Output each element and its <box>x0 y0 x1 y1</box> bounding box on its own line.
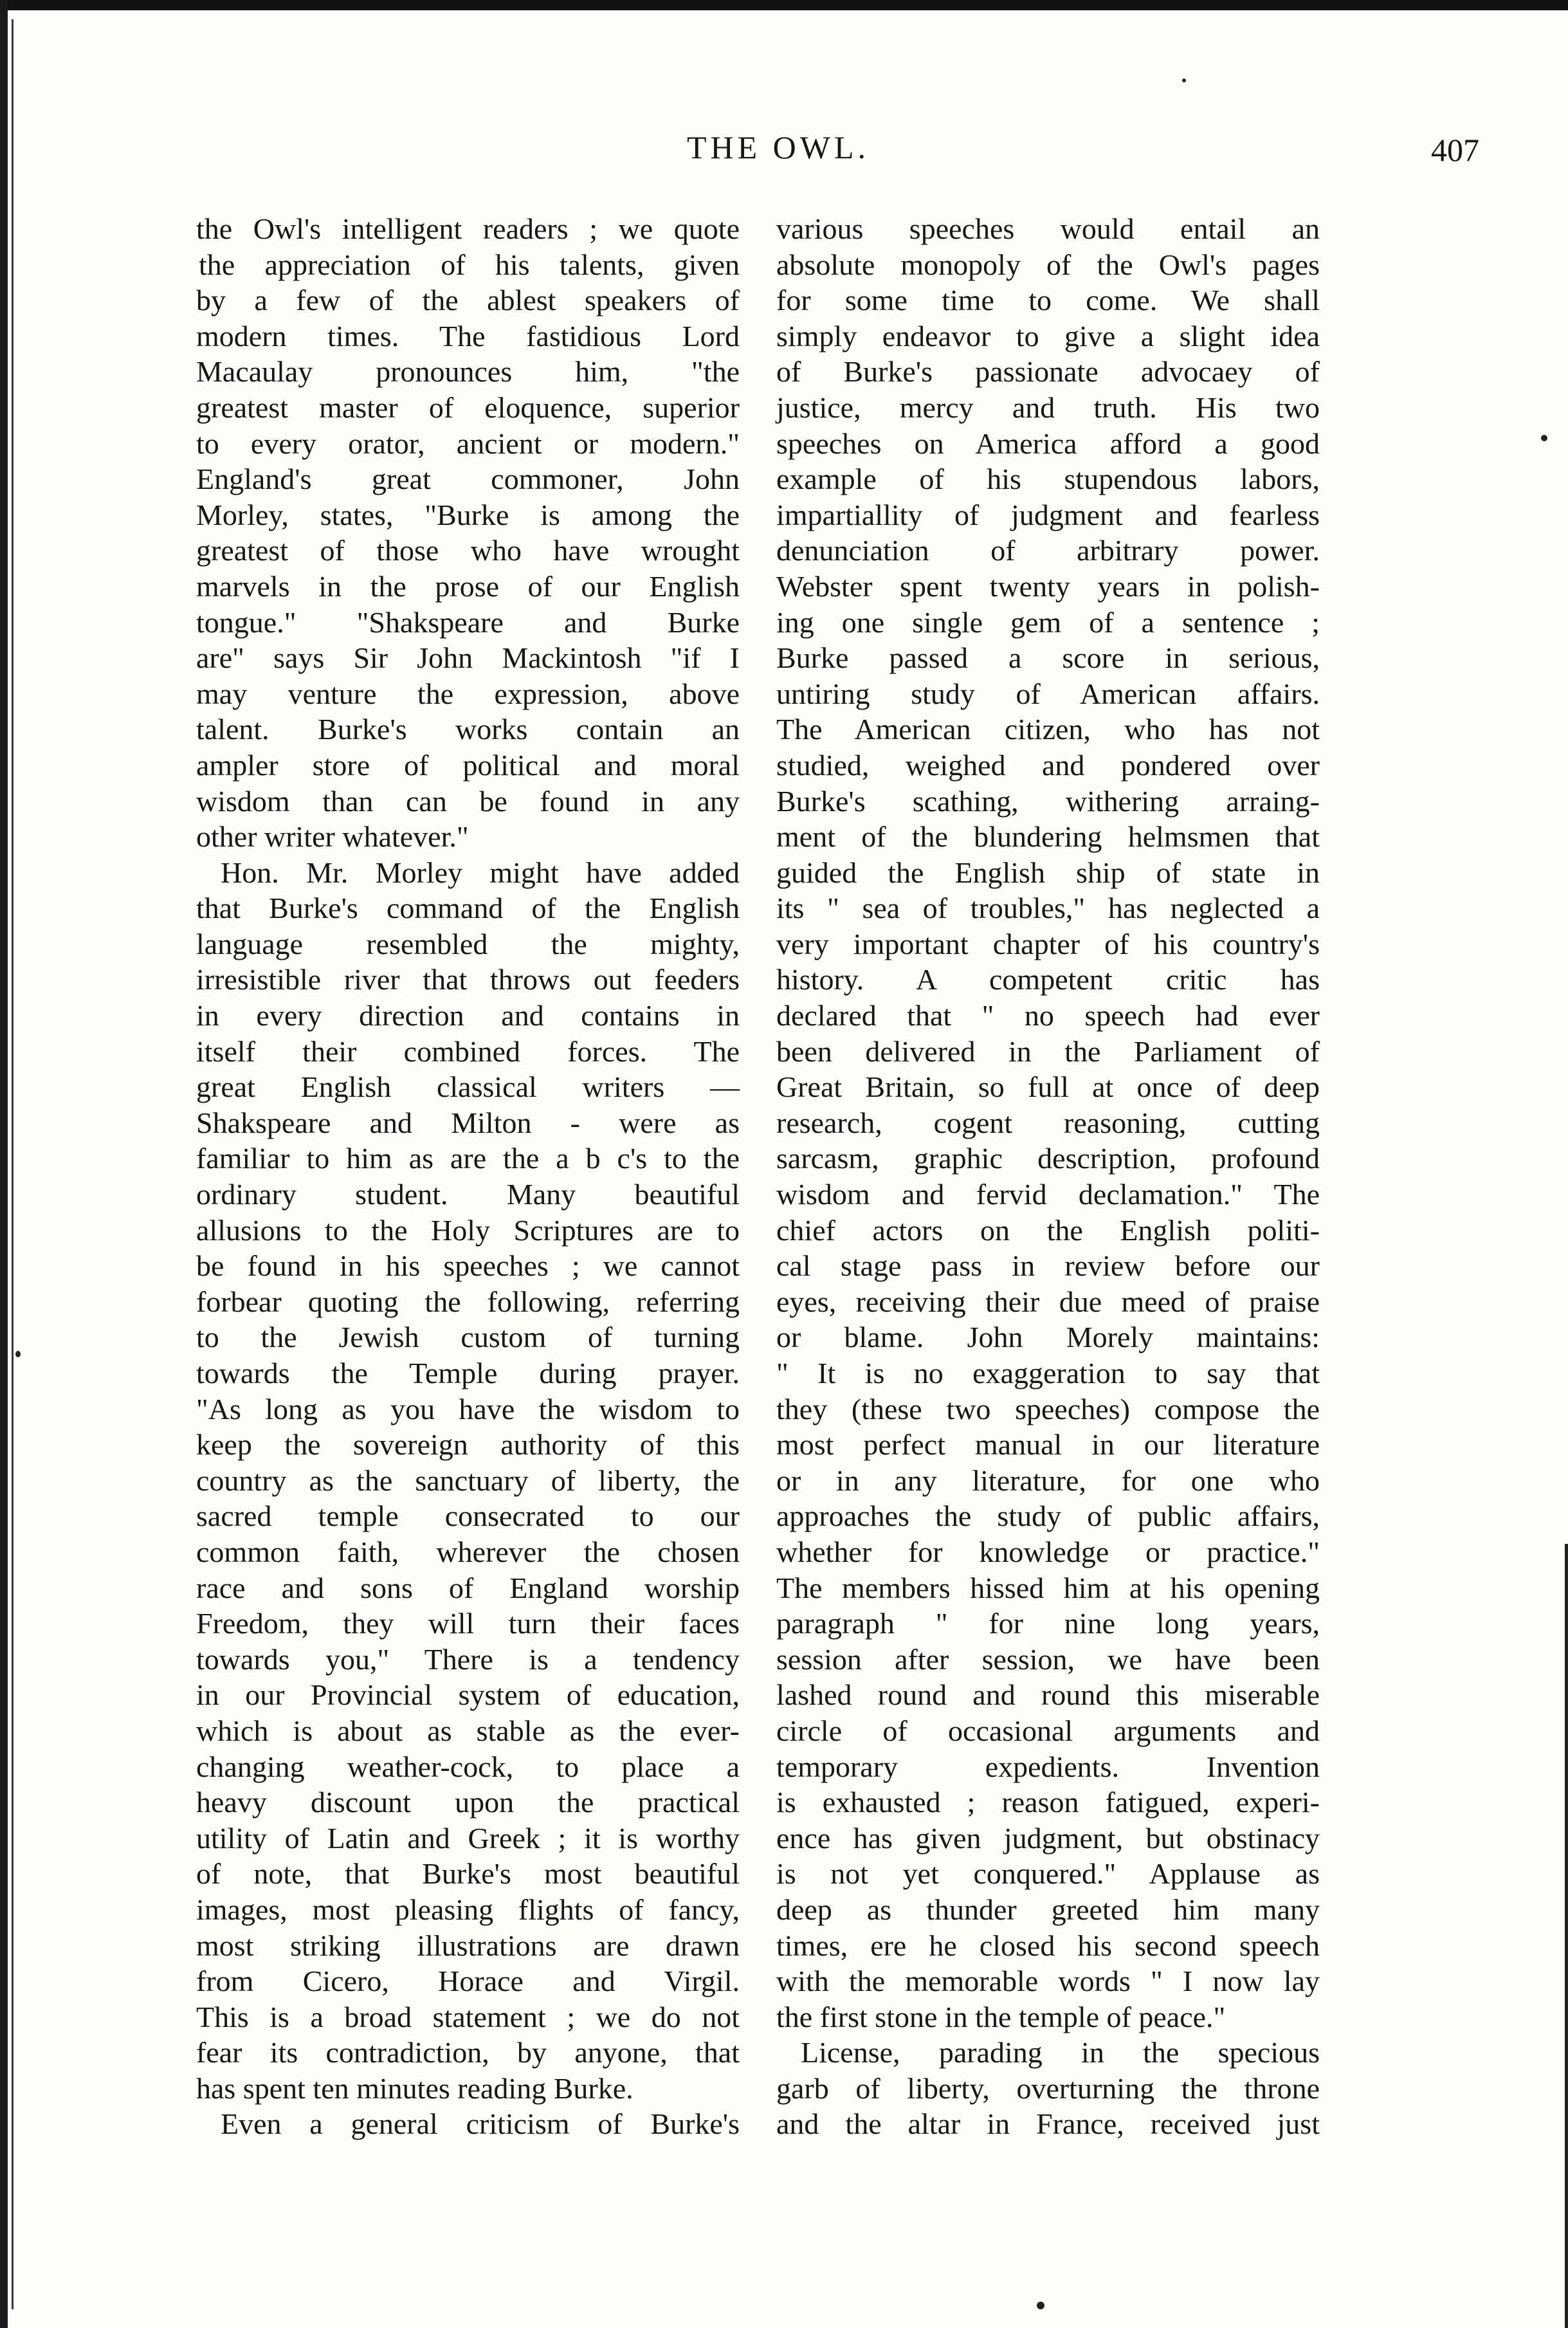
text-line: in every direction and contains in <box>196 999 740 1032</box>
text-line: of note, that Burke's most beautiful <box>196 1857 740 1891</box>
text-line: the Owl's intelligent readers ; we quote <box>196 212 740 245</box>
text-line: deep as thunder greeted him many <box>776 1893 1320 1926</box>
text-line: with the memorable words " I now lay <box>776 1965 1320 1998</box>
text-line: The members hissed him at his opening <box>776 1571 1320 1604</box>
text-line: cal stage pass in review before our <box>776 1249 1320 1283</box>
text-line: Webster spent twenty years in polish- <box>776 569 1320 603</box>
text-line: session after session, we have been <box>776 1642 1320 1676</box>
text-line: justice, mercy and truth. His two <box>776 390 1320 424</box>
text-line: be found in his speeches ; we cannot <box>196 1249 740 1283</box>
text-line: utility of Latin and Greek ; it is worthy <box>196 1821 740 1855</box>
text-line: garb of liberty, overturning the throne <box>776 2071 1320 2105</box>
text-line: changing weather-cock, to place a <box>196 1750 740 1783</box>
text-line: circle of occasional arguments and <box>776 1714 1320 1747</box>
text-line: most perfect manual in our literature <box>776 1428 1320 1462</box>
text-line: research, cogent reasoning, cutting <box>776 1106 1320 1139</box>
text-line: from Cicero, Horace and Virgil. <box>196 1965 740 1998</box>
text-line: by a few of the ablest speakers of <box>196 284 740 317</box>
text-line: speeches on America afford a good <box>776 426 1320 460</box>
text-line: most striking illustrations are drawn <box>196 1929 740 1962</box>
text-line: sarcasm, graphic description, profound <box>776 1142 1320 1175</box>
text-line: talent. Burke's works contain an <box>196 713 740 746</box>
text-line: Freedom, they will turn their faces <box>196 1607 740 1640</box>
text-line: keep the sovereign authority of this <box>196 1428 740 1462</box>
text-line: Hon. Mr. Morley might have added <box>221 856 740 889</box>
text-line: License, parading in the specious <box>801 2036 1320 2069</box>
text-line: language resembled the mighty, <box>196 927 740 960</box>
text-line: allusions to the Holy Scriptures are to <box>196 1213 740 1247</box>
text-line: in our Provincial system of education, <box>196 1678 740 1712</box>
ink-speck <box>1182 78 1186 82</box>
top-edge-rule <box>6 0 1568 10</box>
text-line: impartiallity of judgment and fearless <box>776 498 1320 531</box>
text-line: towards the Temple during prayer. <box>196 1357 740 1389</box>
text-line: that Burke's command of the English <box>196 892 740 925</box>
text-line: Macaulay pronounces him, "the <box>196 355 740 389</box>
text-line: ing one single gem of a sentence ; <box>776 605 1320 639</box>
text-line: guided the English ship of state in <box>776 856 1320 889</box>
text-line: greatest of those who have wrought <box>196 534 740 567</box>
text-line: paragraph " for nine long years, <box>776 1607 1320 1640</box>
ink-speck <box>15 1351 21 1357</box>
page-number: 407 <box>1431 132 1479 168</box>
text-line: may venture the expression, above <box>196 677 740 710</box>
text-line: the appreciation of his talents, given <box>199 248 740 281</box>
text-line: great English classical writers — <box>196 1070 740 1104</box>
text-line: "As long as you have the wisdom to <box>196 1392 740 1425</box>
left-text-column <box>196 211 740 2142</box>
text-line: untiring study of American affairs. <box>776 677 1320 710</box>
text-line: familiar to him as are the a b c's to the <box>196 1142 740 1175</box>
text-line: for some time to come. We shall <box>776 284 1320 317</box>
text-line: England's great commoner, John <box>196 463 740 496</box>
text-line: other writer whatever." <box>196 820 469 854</box>
text-line: ampler store of political and moral <box>196 748 740 782</box>
text-line: itself their combined forces. The <box>196 1034 740 1068</box>
text-line: lashed round and round this miserable <box>776 1678 1320 1712</box>
text-line: times, ere he closed his second speech <box>776 1929 1320 1962</box>
text-line: declared that " no speech had ever <box>776 999 1320 1032</box>
text-line: is not yet conquered." Applause as <box>776 1857 1320 1891</box>
ink-speck <box>1037 2302 1044 2309</box>
right-text-column <box>776 211 1320 2142</box>
text-line: are" says Sir John Mackintosh "if I <box>196 641 740 675</box>
text-line: marvels in the prose of our English <box>196 569 740 603</box>
text-line: whether for knowledge or practice." <box>776 1535 1320 1568</box>
running-title: THE OWL. <box>686 129 870 165</box>
left-binding-line <box>12 19 14 2309</box>
text-line: heavy discount upon the practical <box>196 1786 740 1819</box>
text-line: irresistible river that throws out feeders <box>196 963 740 996</box>
text-line: fear its contradiction, by anyone, that <box>196 2036 740 2069</box>
text-line: example of his stupendous labors, <box>776 463 1320 496</box>
text-line: ence has given judgment, but obstinacy <box>776 1821 1320 1855</box>
text-line: simply endeavor to give a slight idea <box>776 319 1320 353</box>
right-page-edge <box>1565 1544 1568 2328</box>
text-line: Burke passed a score in serious, <box>776 641 1320 675</box>
text-line: " It is no exaggeration to say that <box>776 1357 1320 1389</box>
text-line: This is a broad statement ; we do not <box>196 2000 740 2033</box>
text-line: and the altar in France, received just <box>776 2107 1320 2141</box>
text-line: approaches the study of public affairs, <box>776 1499 1320 1533</box>
text-line: images, most pleasing flights of fancy, <box>196 1893 740 1926</box>
page-header <box>0 129 1568 180</box>
text-line: history. A competent critic has <box>776 963 1320 996</box>
text-line: forbear quoting the following, referring <box>196 1285 740 1318</box>
text-line: tongue." "Shakspeare and Burke <box>196 605 740 639</box>
text-line: towards you," There is a tendency <box>196 1642 740 1676</box>
text-line: greatest master of eloquence, superior <box>196 390 740 424</box>
text-line: denunciation of arbitrary power. <box>776 534 1320 567</box>
text-line: Great Britain, so full at once of deep <box>776 1070 1320 1104</box>
text-line: ordinary student. Many beautiful <box>196 1178 740 1211</box>
text-line: modern times. The fastidious Lord <box>196 319 740 353</box>
text-line: Shakspeare and Milton - were as <box>196 1106 740 1139</box>
text-line: eyes, receiving their due meed of praise <box>776 1285 1320 1318</box>
text-line: of Burke's passionate advocaey of <box>776 355 1320 389</box>
text-line: sacred temple consecrated to our <box>196 1499 740 1533</box>
text-line: which is about as stable as the ever- <box>196 1714 740 1747</box>
text-line: its " sea of troubles," has neglected a <box>776 892 1320 925</box>
text-line: they (these two speeches) compose the <box>776 1392 1320 1425</box>
text-line: country as the sanctuary of liberty, the <box>196 1463 740 1497</box>
text-line: very important chapter of his country's <box>776 927 1320 960</box>
text-line: chief actors on the English politi- <box>776 1213 1320 1247</box>
text-line: has spent ten minutes reading Burke. <box>196 2071 634 2105</box>
text-line: or in any literature, for one who <box>776 1463 1320 1497</box>
text-line: been delivered in the Parliament of <box>776 1034 1320 1068</box>
text-line: race and sons of England worship <box>196 1571 740 1604</box>
text-line: is exhausted ; reason fatigued, experi- <box>776 1786 1320 1819</box>
text-line: temporary expedients. Invention <box>776 1750 1320 1783</box>
ink-speck <box>1541 435 1547 441</box>
text-line: ment of the blundering helmsmen that <box>776 820 1320 854</box>
text-line: absolute monopoly of the Owl's pages <box>776 248 1320 281</box>
text-line: to every orator, ancient or modern." <box>196 426 740 460</box>
text-line: Morley, states, "Burke is among the <box>196 498 740 531</box>
text-line: Burke's scathing, withering arraing- <box>776 784 1320 818</box>
text-line: Even a general criticism of Burke's <box>221 2107 740 2141</box>
text-line: common faith, wherever the chosen <box>196 1535 740 1568</box>
text-line: or blame. John Morely maintains: <box>776 1321 1320 1354</box>
text-line: The American citizen, who has not <box>776 713 1320 746</box>
text-line: to the Jewish custom of turning <box>196 1321 740 1354</box>
text-line: the first stone in the temple of peace." <box>776 2000 1226 2033</box>
text-line: various speeches would entail an <box>776 212 1320 245</box>
left-binding-edge <box>0 0 8 2328</box>
text-line: studied, weighed and pondered over <box>776 748 1320 782</box>
text-line: wisdom than can be found in any <box>196 784 740 818</box>
text-line: wisdom and fervid declamation." The <box>776 1178 1320 1211</box>
